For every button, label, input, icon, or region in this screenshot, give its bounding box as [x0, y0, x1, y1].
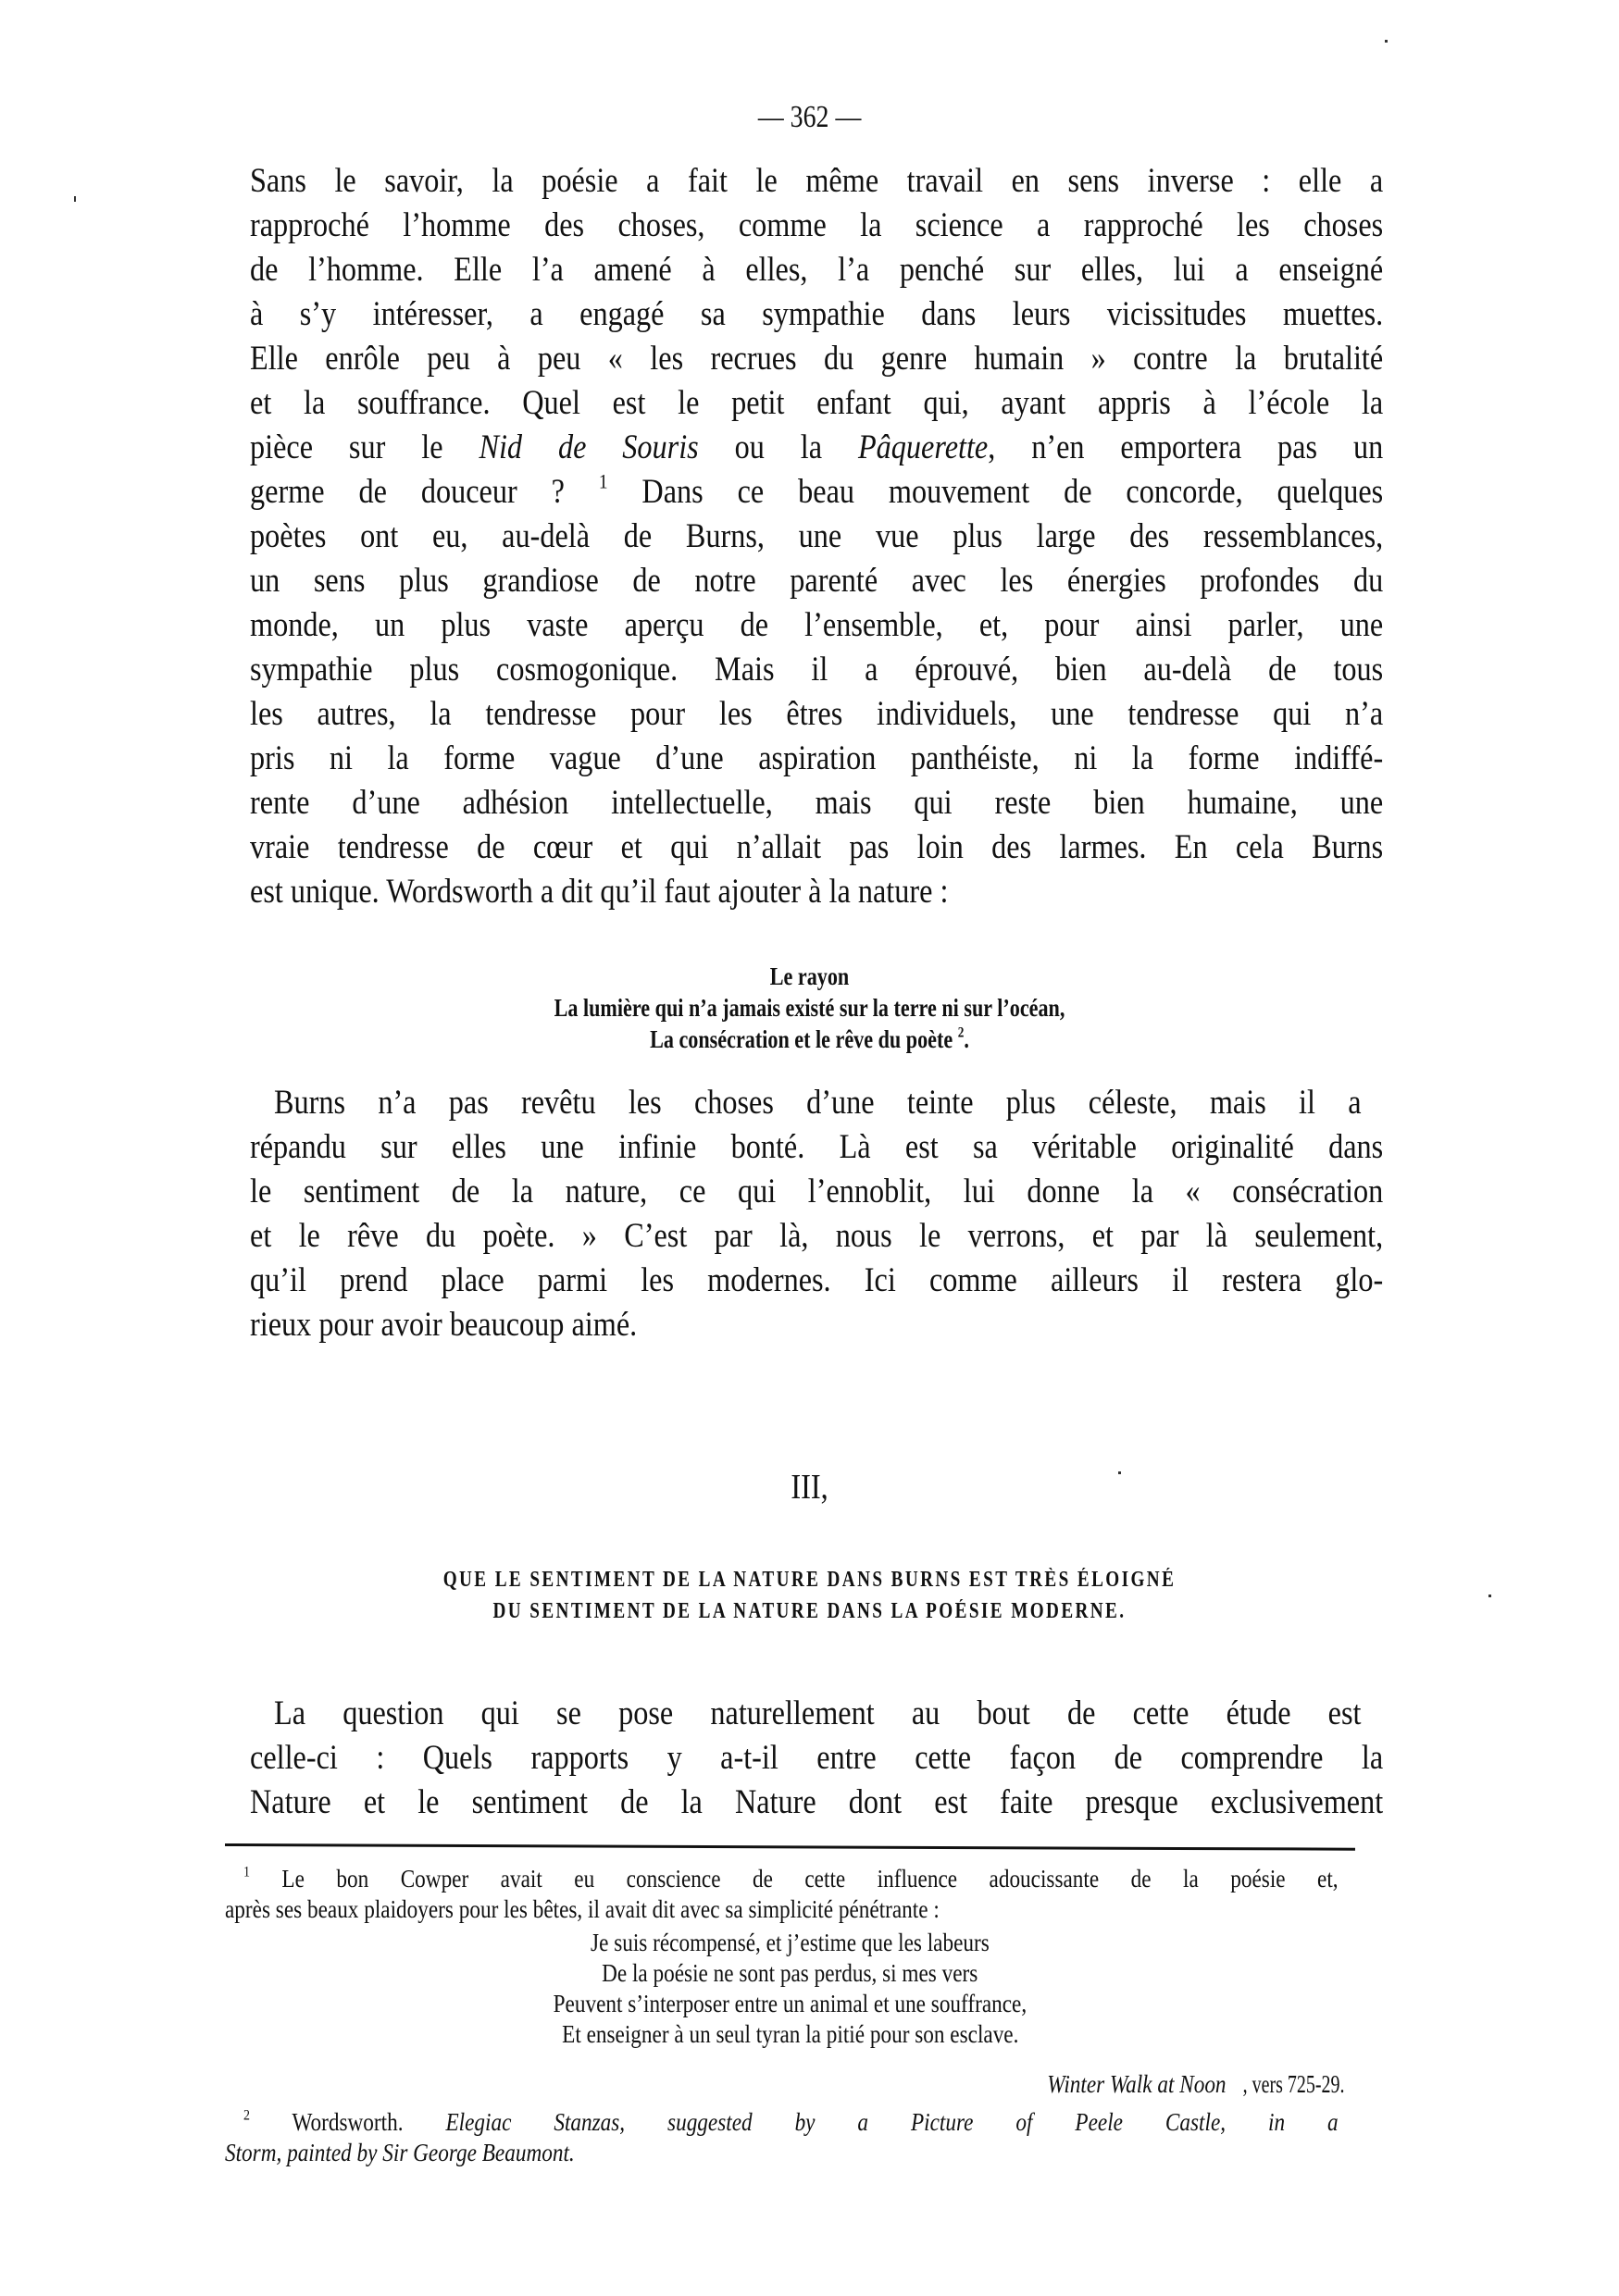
quote-line: La consécration et le rêve du poète $^2$.	[650, 1024, 969, 1053]
verse-line: Peuvent s’interposer entre un animal et une souffrance,	[553, 1990, 1027, 2017]
text-line: vraie tendresse de cœur et qui n’allait pas loin des larmes. En cela Burns	[250, 828, 1384, 866]
text-line: qu’il prend place parmi les modernes. Ici comme ailleurs il restera glo-	[250, 1261, 1384, 1299]
text-line: sympathie plus cosmogonique. Mais il a éprouvé, bien au-delà de tous	[250, 651, 1384, 689]
text-line: et le rêve du poète. » C’est par là, nous le verrons, et par là seulement,	[250, 1217, 1384, 1255]
text-line: monde, un plus vaste aperçu de l’ensemble, et, pour ainsi parler, une	[250, 606, 1384, 644]
text-line: poètes ont eu, au-delà de Burns, une vue plus large des ressemblances,	[250, 517, 1384, 555]
footnote-marker-2: 2	[243, 2106, 250, 2124]
text-line: Sans le savoir, la poésie a fait le même travail en sens inverse : elle a	[250, 162, 1384, 200]
text-line: La question qui se pose naturellement au bout de cette étude est	[274, 1694, 1362, 1732]
text-line: est unique. Wordsworth a dit qu’il faut ajouter à la nature :	[250, 873, 949, 911]
quote-line: La lumière qui n’a jamais existé sur la terre ni sur l’océan,	[554, 994, 1065, 1022]
section-number: III,	[791, 1468, 828, 1507]
text-line: répandu sur elles une infinie bonté. Là est sa véritable originalité dans	[250, 1128, 1384, 1166]
scan-speck	[74, 196, 76, 202]
footnote-line: Storm, painted by Sir George Beaumont.	[225, 2139, 575, 2166]
text-line: à s’y intéresser, a engagé sa sympathie dans leurs vicissitudes muettes.	[250, 295, 1384, 333]
text-line: Elle enrôle peu à peu « les recrues du genre humain » contre la brutalité	[250, 340, 1384, 378]
scan-speck	[1385, 40, 1388, 43]
footnote-2	[225, 2107, 1355, 2168]
footnote-line: après ses beaux plaidoyers pour les bêtes, il avait dit avec sa simplicité pénétrante :	[225, 1895, 940, 1923]
footnote-1	[225, 1864, 1355, 1925]
work-title: Winter Walk at Noon	[1047, 2070, 1227, 2098]
text-line: un sens plus grandiose de notre parenté avec les énergies profondes du	[250, 562, 1384, 600]
footnote-1-verse	[225, 1928, 1355, 2050]
footnote-ref-1[interactable]: 1	[598, 469, 608, 493]
title-paquerette: Pâquerette	[857, 428, 989, 466]
verse-line: Je suis récompensé, et j’estime que les labeurs	[591, 1929, 990, 1956]
section-heading	[0, 1564, 1619, 1627]
heading-line: DU SENTIMENT DE LA NATURE DANS LA POÉSIE MODERNE.	[492, 1599, 1127, 1623]
text-line: le sentiment de la nature, ce qui l’ennoblit, lui donne la « consécration	[250, 1173, 1384, 1210]
text-line: germe de douceur ? $^1$ Dans ce beau mouvement de concorde, quelques	[250, 469, 1384, 511]
text-line: rieux pour avoir beaucoup aimé.	[250, 1306, 638, 1344]
verse-quote	[0, 961, 1619, 1055]
text-line: et la souffrance. Quel est le petit enfant qui, ayant appris à l’école la	[250, 384, 1384, 422]
title-nid-de-souris: Nid de Souris	[479, 428, 699, 466]
text-line: Burns n’a pas revêtu les choses d’une teinte plus céleste, mais il a	[274, 1084, 1362, 1122]
paragraph-1	[250, 159, 1383, 914]
text-line: rapproché l’homme des choses, comme la science a rapproché les choses	[250, 206, 1384, 244]
text-line: pris ni la forme vague d’une aspiration panthéiste, ni la forme indiffé-	[250, 739, 1384, 777]
scan-speck	[1118, 1471, 1121, 1474]
text-line: celle-ci : Quels rapports y a-t-il entre cette façon de comprendre la	[250, 1739, 1384, 1777]
scan-speck	[1488, 1595, 1491, 1597]
footnote-line: $^2$ Wordsworth. Elegiac Stanzas, suggested by a Picture of Peele Castle, in a	[243, 2106, 1339, 2136]
footnote-ref-2[interactable]: 2	[957, 1024, 965, 1041]
text-line: Nature et le sentiment de la Nature dont est faite presque exclusivement	[250, 1783, 1384, 1821]
paragraph-2	[250, 1081, 1383, 1347]
heading-line: QUE LE SENTIMENT DE LA NATURE DANS BURNS EST TRÈS ÉLOIGNÉ	[442, 1568, 1177, 1592]
quote-line: Le rayon	[769, 962, 850, 990]
text-line: rente d’une adhésion intellectuelle, mais qui reste bien humaine, une	[250, 784, 1384, 822]
text-line: les autres, la tendresse pour les êtres individuels, une tendresse qui n’a	[250, 695, 1384, 733]
verse-line: Et enseigner à un seul tyran la pitié pour son esclave.	[561, 2020, 1019, 2048]
footnote-1-attribution: Winter Walk at Noon , vers 725-29.	[1047, 2070, 1344, 2098]
page-number: — 362 —	[757, 100, 862, 134]
footnote-separator	[225, 1843, 1355, 1851]
text-line: pièce sur le Nid de Souris ou la Pâquerette, n’en emportera pas un	[250, 428, 1384, 466]
paragraph-3	[250, 1692, 1383, 1825]
verse-line: De la poésie ne sont pas perdus, si mes vers	[602, 1959, 978, 1987]
footnote-line: $^1$ Le bon Cowper avait eu conscience de cette influence adoucissante de la poésie et,	[243, 1863, 1339, 1893]
footnote-marker-1: 1	[243, 1863, 250, 1880]
text-line: de l’homme. Elle l’a amené à elles, l’a penché sur elles, lui a enseigné	[250, 251, 1384, 289]
